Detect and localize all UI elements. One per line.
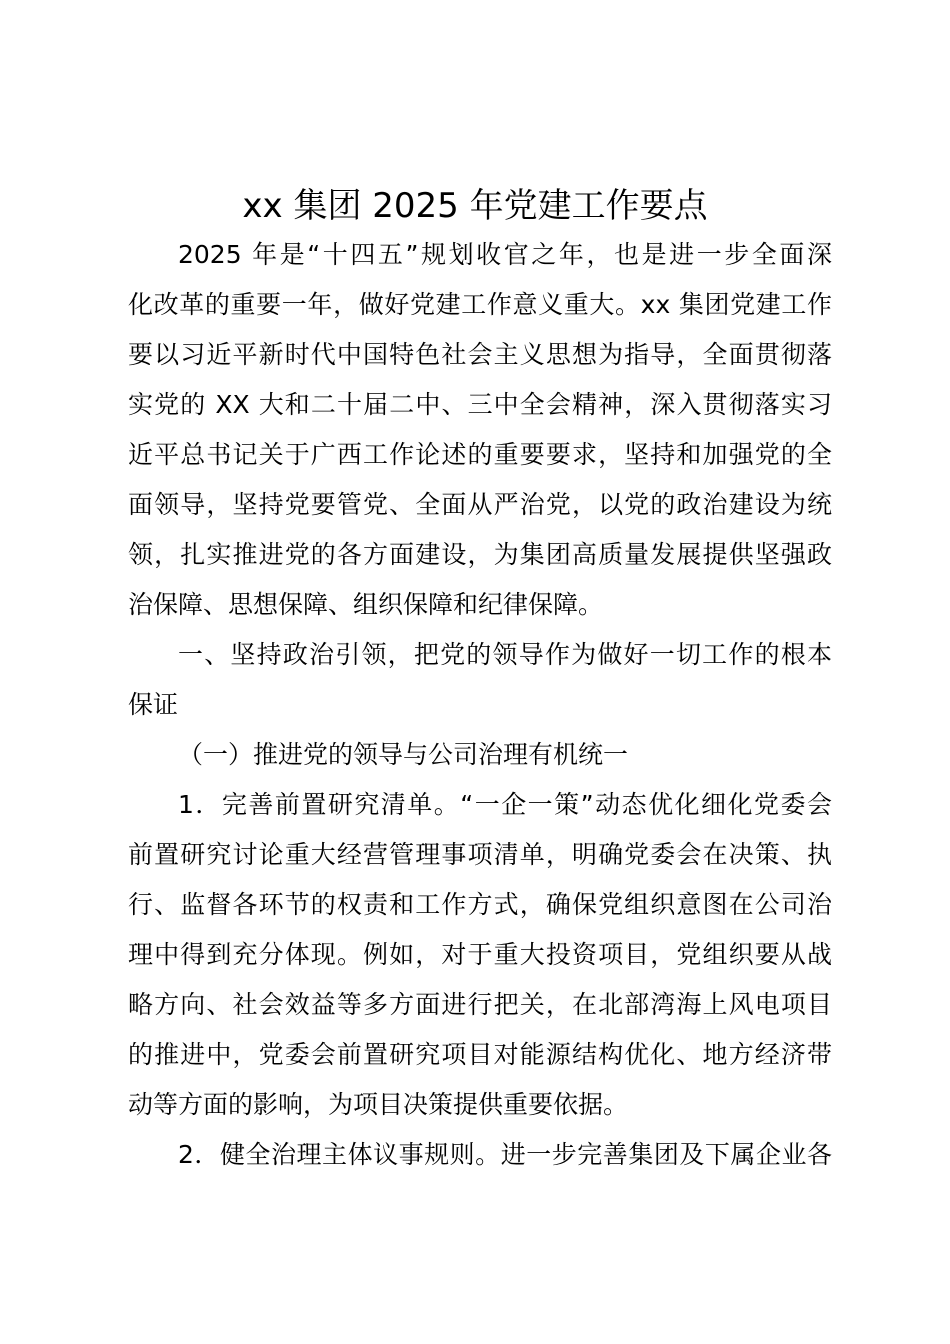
text-line: 的推进中，党委会前置研究项目对能源结构优化、地方经济带 [128, 1040, 832, 1069]
text-line: 行、监督各环节的权责和工作方式，确保党组织意图在公司治 [128, 890, 832, 919]
text-line: 近平总书记关于广西工作论述的重要要求，坚持和加强党的全 [128, 440, 832, 469]
text-line: 1．完善前置研究清单。“一企一策”动态优化细化党委会 [178, 790, 832, 819]
document-body [128, 230, 832, 1180]
text-line: 2．健全治理主体议事规则。进一步完善集团及下属企业各 [178, 1140, 832, 1169]
text-line: 略方向、社会效益等多方面进行把关，在北部湾海上风电项目 [128, 990, 832, 1019]
text-line: 2025 年是“十四五”规划收官之年，也是进一步全面深 [178, 240, 832, 269]
text-line: 面领导，坚持党要管党、全面从严治党，以党的政治建设为统 [128, 490, 832, 519]
document-title: xx 集团 2025 年党建工作要点 [242, 186, 708, 226]
text-line: 要以习近平新时代中国特色社会主义思想为指导，全面贯彻落 [128, 340, 832, 369]
text-line: 实党的 XX 大和二十届二中、三中全会精神，深入贯彻落实习 [128, 390, 832, 419]
text-line: （一）推进党的领导与公司治理有机统一 [178, 740, 629, 769]
text-line: 一、坚持政治引领，把党的领导作为做好一切工作的根本 [178, 640, 832, 669]
text-line: 治保障、思想保障、组织保障和纪律保障。 [128, 590, 604, 619]
text-line: 化改革的重要一年，做好党建工作意义重大。xx 集团党建工作 [128, 290, 832, 319]
text-line: 动等方面的影响，为项目决策提供重要依据。 [128, 1090, 629, 1119]
text-line: 理中得到充分体现。例如，对于重大投资项目，党组织要从战 [128, 940, 832, 969]
text-line: 前置研究讨论重大经营管理事项清单，明确党委会在决策、执 [128, 840, 832, 869]
text-line: 领，扎实推进党的各方面建设，为集团高质量发展提供坚强政 [128, 540, 832, 569]
text-line: 保证 [128, 690, 179, 719]
